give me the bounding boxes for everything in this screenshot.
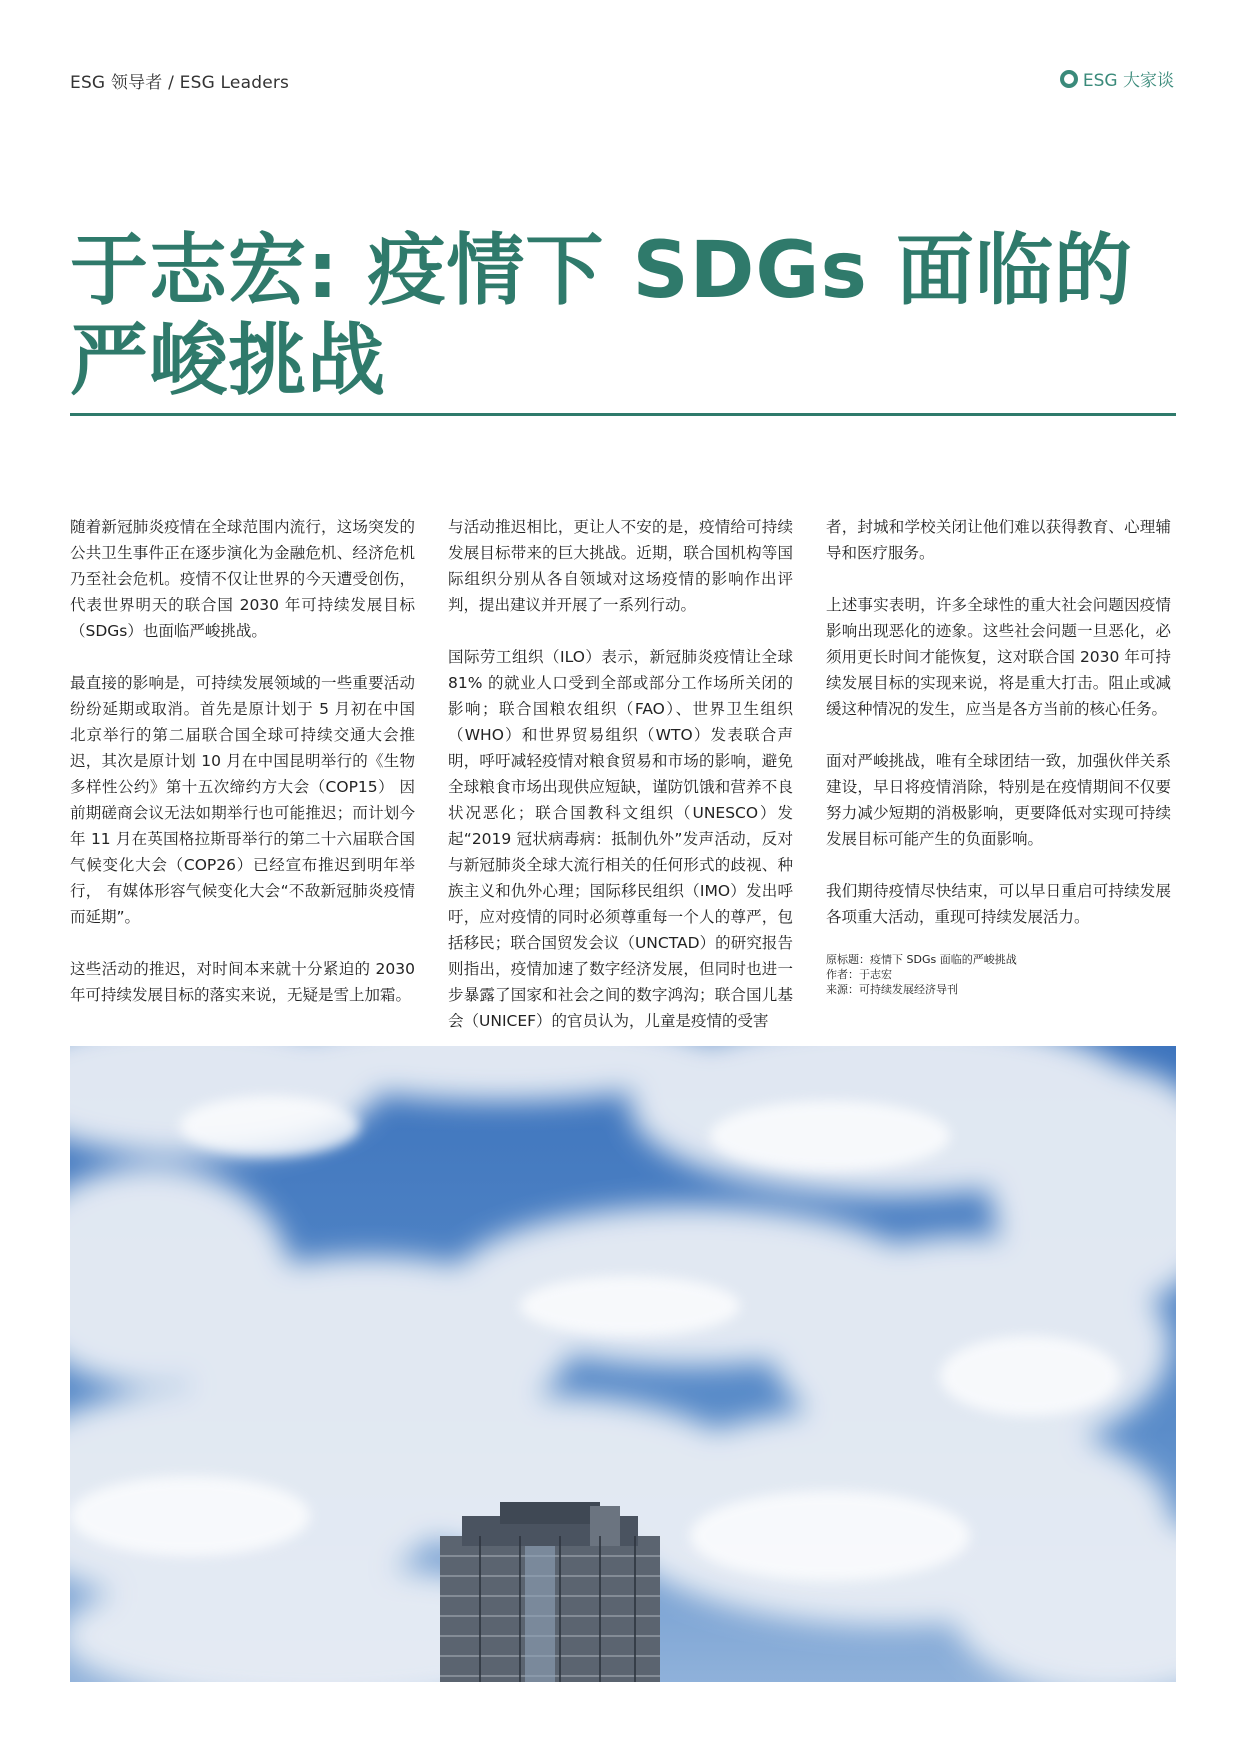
paragraph: 国际劳工组织（ILO）表示，新冠肺炎疫情让全球 81% 的就业人口受到全部或部分工作场所关闭的影响；联合国粮农组织（FAO）、世界卫生组织（WHO）和世界贸易组织（WTO）发表联合声明，呼吁减轻疫情对粮食贸易和市场的影响，避免全球粮食市场出现供应短缺，谨防饥饿和营养不良状况恶化；联合国教科文组织（UNESCO）发起“2019 冠状病毒病：抵制仇外”发声活动，反对与新冠肺炎全球大流行相关的任何形式的歧视、种族主义和仇外心理；国际移民组织（IMO）发出呼吁，应对疫情的同时必须尊重每一个人的尊严，包括移民；联合国贸发会议（UNCTAD）的研究报告则指出，疫情加速了数字经济发展，但同时也进一步暴露了国家和社会之间的数字鸿沟；联合国儿基会（UNICEF）的官员认为，儿童是疫情的受害 bbox=[448, 648, 793, 1030]
paragraph: 面对严峻挑战，唯有全球团结一致，加强伙伴关系建设，早日将疫情消除，特别是在疫情期间不仅要努力减少短期的消极影响，更要降低对实现可持续发展目标可能产生的负面影响。 bbox=[826, 752, 1171, 848]
credit-original-title: 原标题：疫情下 SDGs 面临的严峻挑战 bbox=[826, 953, 1017, 966]
paragraph: 者，封城和学校关闭让他们难以获得教育、心理辅导和医疗服务。 bbox=[826, 518, 1171, 562]
title-divider bbox=[70, 413, 1176, 416]
column-1 bbox=[70, 514, 415, 1034]
section-tag bbox=[1060, 66, 1174, 91]
tower-building bbox=[440, 1502, 660, 1682]
paragraph: 这些活动的推迟，对时间本来就十分紧迫的 2030 年可持续发展目标的落实来说，无疑是雪上加霜。 bbox=[70, 960, 415, 1004]
article-credits bbox=[826, 952, 1171, 997]
circle-icon bbox=[1060, 70, 1078, 88]
photo-illustration bbox=[70, 1046, 1176, 1682]
section-tag-label: ESG 大家谈 bbox=[1082, 71, 1174, 91]
article-title: 于志宏: 疫情下 SDGs 面临的严峻挑战 bbox=[70, 226, 1134, 406]
credit-source: 来源：可持续发展经济导刊 bbox=[826, 983, 958, 996]
paragraph: 我们期待疫情尽快结束，可以早日重启可持续发展各项重大活动，重现可持续发展活力。 bbox=[826, 882, 1171, 926]
paragraph: 与活动推迟相比，更让人不安的是，疫情给可持续发展目标带来的巨大挑战。近期，联合国机构等国际组织分别从各自领域对这场疫情的影响作出评判，提出建议并开展了一系列行动。 bbox=[448, 518, 793, 614]
running-head: ESG 领导者 / ESG Leaders bbox=[70, 73, 290, 93]
column-2 bbox=[448, 514, 793, 1037]
credit-author: 作者：于志宏 bbox=[826, 968, 892, 981]
cover-photo-sky-tower bbox=[70, 1046, 1176, 1682]
paragraph: 最直接的影响是，可持续发展领域的一些重要活动纷纷延期或取消。首先是原计划于 5 月初在中国北京举行的第二届联合国全球可持续交通大会推迟，其次是原计划 10 月在中国昆明举行的《生物多样性公约》第十五次缔约方大会（COP15） 因前期磋商会议无法如期举行也可能推迟；而计划今年 11 月在英国格拉斯哥举行的第二十六届联合国气候变化大会（COP26）已经宣布推迟到明年举行， 有媒体形容气候变化大会“不敌新冠肺炎疫情而延期”。 bbox=[70, 674, 415, 926]
paragraph: 随着新冠肺炎疫情在全球范围内流行，这场突发的公共卫生事件正在逐步演化为金融危机、经济危机乃至社会危机。疫情不仅让世界的今天遭受创伤，代表世界明天的联合国 2030 年可持续发展目标（SDGs）也面临严峻挑战。 bbox=[70, 518, 415, 640]
column-3 bbox=[826, 514, 1171, 997]
paragraph: 上述事实表明，许多全球性的重大社会问题因疫情影响出现恶化的迹象。这些社会问题一旦恶化，必须用更长时间才能恢复，这对联合国 2030 年可持续发展目标的实现来说，将是重大打击。阻止或减缓这种情况的发生，应当是各方当前的核心任务。 bbox=[826, 596, 1171, 718]
